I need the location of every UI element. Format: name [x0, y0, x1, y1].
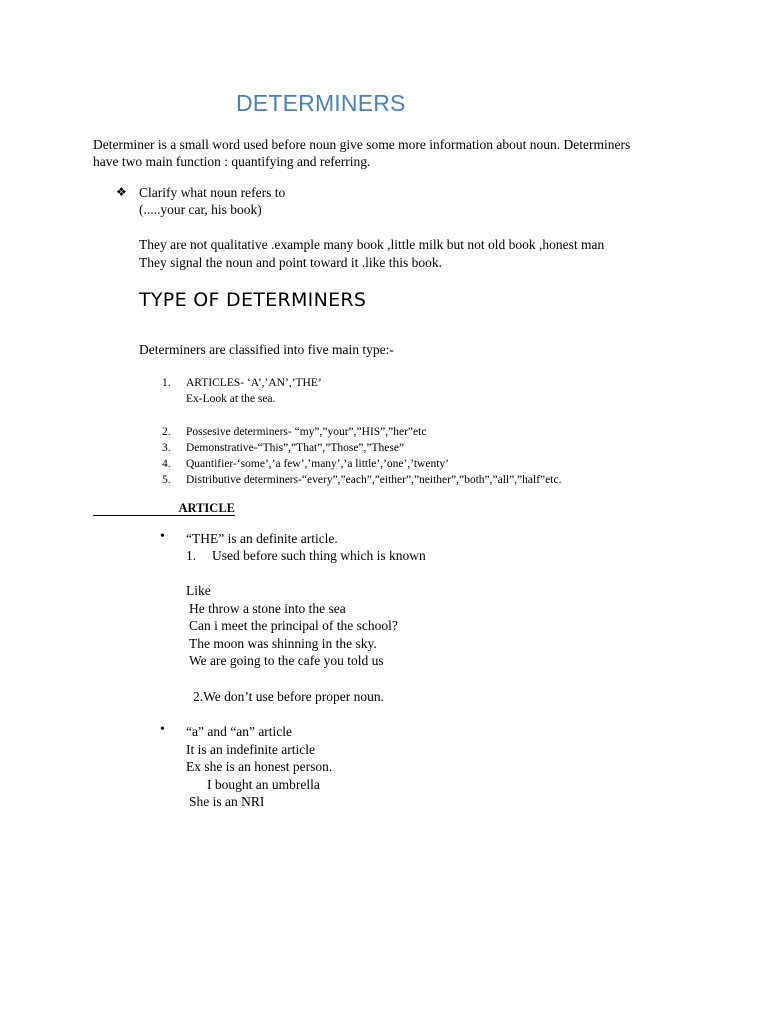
types-heading: TYPE OF DETERMINERS [139, 289, 367, 311]
type-number: 3. [162, 442, 171, 454]
a-an-line-3: I bought an umbrella [207, 777, 320, 792]
type-item: ARTICLES- ‘A’,’AN’,’THE’ [186, 377, 322, 389]
example-line: He throw a stone into the sea [189, 601, 346, 616]
type-number: 5. [162, 474, 171, 486]
clarify-line-1: Clarify what noun refers to [139, 185, 286, 200]
type-example: Ex-Look at the sea. [186, 393, 276, 405]
example-line: The moon was shinning in the sky. [189, 636, 377, 651]
clarify-line-2: (.....your car, his book) [139, 202, 262, 217]
the-article-title: “THE” is an definite article. [186, 531, 338, 546]
type-number: 1. [162, 377, 171, 389]
rule-1: Used before such thing which is known [212, 548, 426, 563]
intro-line-1: Determiner is a small word used before noun give some more information about noun. Determiners [93, 137, 631, 152]
page-title: DETERMINERS [236, 90, 406, 116]
bullet-icon: • [160, 722, 165, 737]
notes-line-1: They are not qualitative .example many book ,little milk but not old book ,honest man [139, 237, 605, 252]
type-item: Possesive determiners- “my”,”your”,”HIS”,”her”etc [186, 426, 427, 438]
a-an-line-1: It is an indefinite article [186, 742, 315, 757]
a-an-line-4: She is an NRI [189, 794, 265, 809]
example-line: Can i meet the principal of the school? [189, 618, 398, 633]
type-item: Quantifier-‘some’,’a few’,’many’,’a little’,’one’,’twenty’ [186, 458, 449, 470]
notes-line-2: They signal the noun and point toward it .like this book. [139, 255, 442, 270]
article-heading: ARTICLE [93, 501, 235, 516]
rule-2: 2.We don’t use before proper noun. [193, 689, 384, 704]
example-line: We are going to the cafe you told us [189, 653, 384, 668]
like-label: Like [186, 583, 211, 598]
type-number: 4. [162, 458, 171, 470]
a-an-line-2: Ex she is an honest person. [186, 759, 333, 774]
a-an-title: “a” and “an” article [186, 724, 293, 739]
intro-line-2: have two main function : quantifying and referring. [93, 154, 371, 169]
type-item: Distributive determiners-“every”,”each”,”either”,”neither”,”both”,”all”,”half”etc. [186, 474, 562, 486]
classified-text: Determiners are classified into five main type:- [139, 342, 394, 357]
bullet-icon: • [160, 529, 165, 544]
type-item: Demonstrative-“This”,”That”,”Those”,”These” [186, 442, 405, 454]
type-number: 2. [162, 426, 171, 438]
diamond-bullet-icon: ❖ [116, 185, 127, 199]
rule-number: 1. [186, 548, 197, 563]
